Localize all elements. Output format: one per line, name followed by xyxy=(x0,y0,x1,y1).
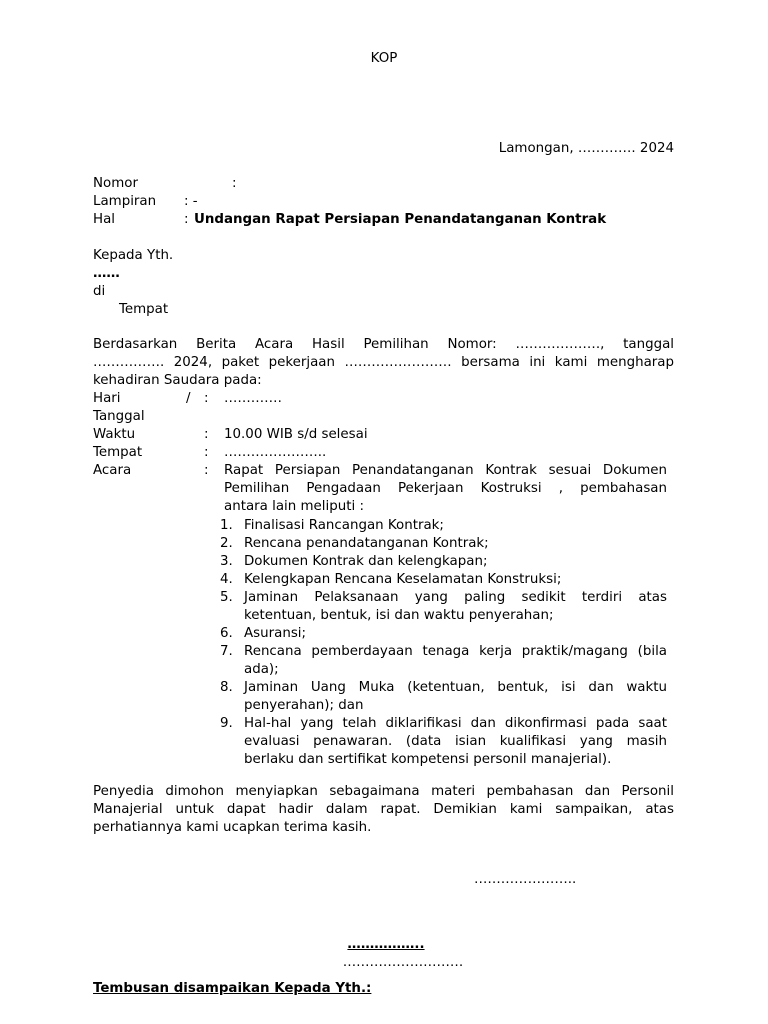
agenda-item-text xyxy=(244,625,667,643)
closing-line3: perhatiannya kami ucapkan terima kasih. xyxy=(93,820,372,835)
intro-line3: kehadiran Saudara pada: xyxy=(93,373,262,388)
agenda-item-line: berlaku dan sertifikat kompetensi personil manajerial). xyxy=(244,752,612,767)
agenda-item-number: 9. xyxy=(220,716,233,731)
hari-colon: : xyxy=(204,391,209,406)
agenda-item-number: 7. xyxy=(220,644,233,659)
signatory-name: …………….. xyxy=(347,937,425,952)
agenda-item-number: 8. xyxy=(220,680,233,695)
tempat-colon: : xyxy=(204,445,209,460)
agenda-item-line: Asuransi; xyxy=(244,626,307,641)
agenda-item-line: Finalisasi Rancangan Kontrak; xyxy=(244,518,444,533)
intro-line2: ……………. 2024, paket pekerjaan …………………… bersama ini kami mengharap xyxy=(93,355,674,370)
place-date: Lamongan, …………. 2024 xyxy=(498,141,674,156)
signatory-id: ……………………… xyxy=(342,955,464,970)
tempat-label: Tempat xyxy=(93,445,143,460)
lampiran-label: Lampiran xyxy=(93,194,157,209)
agenda-item-line: Hal-hal yang telah diklarifikasi dan dikonfirmasi pada saat xyxy=(244,716,667,731)
agenda-item-number: 2. xyxy=(220,536,233,551)
acara-label: Acara xyxy=(93,463,132,478)
lampiran-value: : - xyxy=(184,194,198,209)
agenda-item-line: Jaminan Pelaksanaan yang paling sedikit terdiri atas xyxy=(244,590,667,605)
agenda-item-line: Dokumen Kontrak dan kelengkapan; xyxy=(244,554,488,569)
closing-line1: Penyedia dimohon menyiapkan sebagaimana materi pembahasan dan Personil xyxy=(93,784,674,799)
nomor-label: Nomor xyxy=(93,176,138,191)
agenda-item-line: Jaminan Uang Muka (ketentuan, bentuk, isi dan waktu xyxy=(244,680,667,695)
cc-title: Tembusan disampaikan Kepada Yth.: xyxy=(93,981,372,996)
nomor-colon: : xyxy=(232,176,237,191)
acara-line3: antara lain meliputi : xyxy=(224,499,364,514)
intro-paragraph xyxy=(93,337,674,391)
recipient-line3: di xyxy=(93,284,106,299)
agenda-item-line: Rencana pemberdayaan tenaga kerja praktik/magang (bila xyxy=(244,644,667,659)
agenda-item-line: ketentuan, bentuk, isi dan waktu penyerahan; xyxy=(244,608,554,623)
acara-colon: : xyxy=(204,463,209,478)
tempat-value: ………………….. xyxy=(224,445,327,460)
acara-description xyxy=(224,463,667,517)
waktu-colon: : xyxy=(204,427,209,442)
agenda-item-number: 1. xyxy=(220,518,233,533)
signatory-position: ………………….. xyxy=(474,872,577,887)
acara-line1: Rapat Persiapan Penandatanganan Kontrak sesuai Dokumen xyxy=(224,463,667,478)
hal-value: Undangan Rapat Persiapan Penandatanganan Kontrak xyxy=(194,212,607,227)
hari-label: Hari xyxy=(93,391,121,406)
agenda-item-text xyxy=(244,571,667,589)
agenda-item-number: 6. xyxy=(220,626,233,641)
closing-paragraph xyxy=(93,784,674,838)
recipient-line2: …… xyxy=(93,266,120,281)
agenda-item-line: Rencana penandatanganan Kontrak; xyxy=(244,536,489,551)
agenda-item-text xyxy=(244,517,667,535)
acara-line2: Pemilihan Pengadaan Pekerjaan Kostruksi , pembahasan xyxy=(224,481,667,496)
recipient-line1: Kepada Yth. xyxy=(93,248,174,263)
agenda-item-line: evaluasi penawaran. (data isian kualifikasi yang masih xyxy=(244,734,667,749)
waktu-label: Waktu xyxy=(93,427,136,442)
agenda-item-text xyxy=(244,589,667,625)
closing-line2: Manajerial untuk dapat hadir dalam rapat. Demikian kami sampaikan, atas xyxy=(93,802,674,817)
tanggal-label: Tanggal xyxy=(93,409,145,424)
intro-line1: Berdasarkan Berita Acara Hasil Pemilihan Nomor: ………………., tanggal xyxy=(93,337,674,352)
hal-colon: : xyxy=(184,212,189,227)
recipient-line4: Tempat xyxy=(119,302,169,317)
agenda-item-text xyxy=(244,535,667,553)
hari-slash: / xyxy=(186,391,191,406)
hal-label: Hal xyxy=(93,212,115,227)
agenda-item-text xyxy=(244,643,667,679)
letterhead-placeholder: KOP xyxy=(370,51,398,66)
agenda-item-text xyxy=(244,553,667,571)
agenda-item-number: 5. xyxy=(220,590,233,605)
waktu-value: 10.00 WIB s/d selesai xyxy=(224,427,368,442)
hari-value: …………. xyxy=(224,391,282,406)
agenda-item-line: penyerahan); dan xyxy=(244,698,364,713)
agenda-item-text xyxy=(244,715,667,769)
agenda-item-line: ada); xyxy=(244,662,279,677)
agenda-item-line: Kelengkapan Rencana Keselamatan Konstruksi; xyxy=(244,572,562,587)
agenda-item-number: 4. xyxy=(220,572,233,587)
agenda-item-number: 3. xyxy=(220,554,233,569)
agenda-item-text xyxy=(244,679,667,715)
